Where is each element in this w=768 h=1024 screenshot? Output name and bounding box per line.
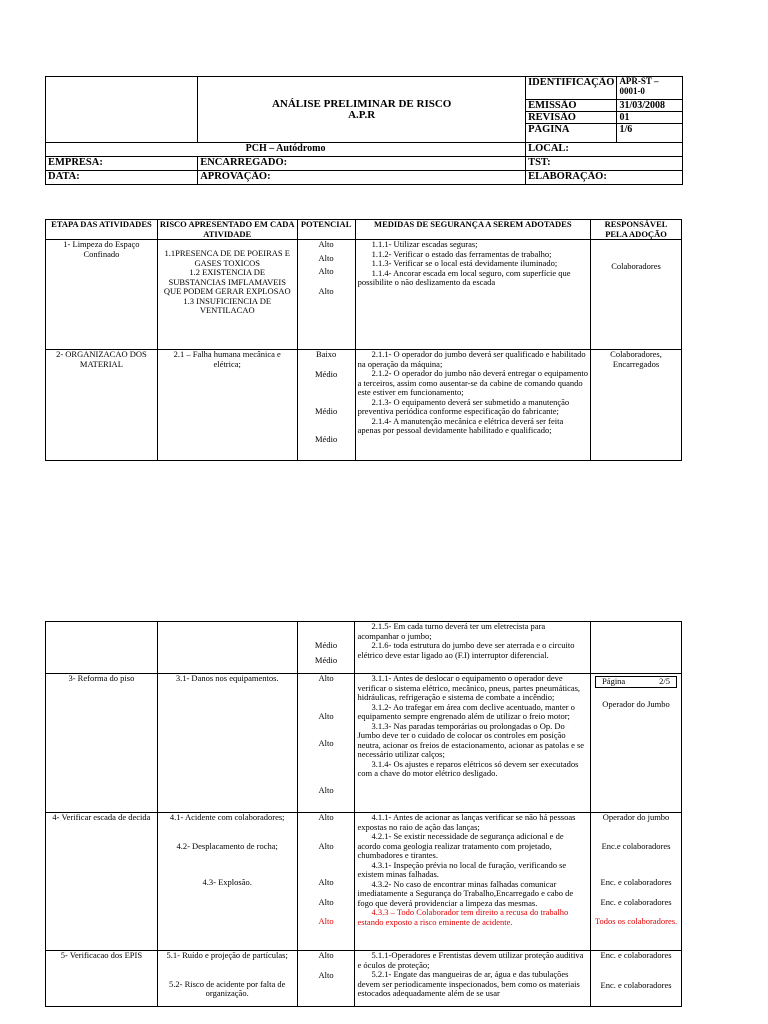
row1-responsavel — [591, 240, 682, 350]
potencial-value: Alto — [318, 252, 334, 263]
medida-item: 1.1.4- Ancorar escada em local seguro, com superfície que possibilite o não deslizamento da escada — [357, 267, 571, 287]
data-label: DATA: — [46, 171, 198, 185]
medida-item: 2.1.6- toda estrutura do jumbo deve ser aterrada e o circuito elétrico deve estar ligado ao (F.I) interruptor diferencial. — [357, 640, 575, 660]
row5-potencial — [297, 951, 355, 1007]
medida-item: 5.2.1- Engate das mangueiras de ar, água e das tubulações devem ser periodicamente inspecionados, bem como os materiais estocados adequadamente além de se usar — [357, 969, 580, 998]
potencial-value: Alto — [318, 710, 334, 721]
potencial-value: Médio — [315, 433, 338, 444]
emissao-label: EMISSÃO — [526, 100, 617, 112]
potencial-value: Médio — [315, 406, 338, 416]
medida-item: 2.1.3- O equipamento deverá ser submetido a manutenção preventiva periódica conforme especificação do fabricante; — [357, 396, 570, 416]
table-row — [46, 622, 682, 674]
document-title-cell — [198, 77, 526, 143]
medida-item-alert: 4.3.3 – Todo Colaborador tem direito a recusa do trabalho estando exposto a risco eminente de acidente. — [357, 907, 569, 927]
table-row — [46, 674, 682, 813]
tst-label: TST: — [526, 157, 683, 171]
potencial-value: Alto — [318, 877, 334, 887]
risco-item: 1.2 EXISTENCIA DE SUBSTANCIAS IMFLAMAVEIS QUE PODEM GERAR EXPLOSAO — [163, 267, 291, 296]
medida-item: 5.1.1-Operadores e Frentistas devem utilizar proteção auditiva e óculos de proteção; — [357, 950, 584, 970]
responsavel-value: Enc. e colaboradores — [600, 950, 672, 960]
row2b-risco — [157, 622, 297, 674]
medida-item: 2.1.1- O operador do jumbo deverá ser qualificado e habilitado na operação da máquina; — [357, 349, 586, 369]
col-header-medidas: MEDIDAS DE SEGURANÇA A SEREM ADOTADES — [355, 220, 590, 240]
revisao-value: 01 — [617, 112, 683, 124]
row5-etapa: 5- Verificacao dos EPIS — [46, 951, 158, 1007]
medida-item: 1.1.2- Verificar o estado das ferramentas de trabalho; — [371, 248, 552, 259]
responsavel-value-alert: Todos os colaboradores. — [594, 916, 678, 926]
row1-medidas — [355, 240, 590, 350]
risco-item: 5.1- Ruído e projeção de partículas; — [166, 950, 288, 960]
emissao-value: 31/03/2008 — [617, 100, 683, 112]
page-indicator — [595, 676, 677, 688]
potencial-value: Alto — [318, 266, 334, 276]
col-header-etapa: ETAPA DAS ATIVIDADES — [46, 220, 158, 240]
row2-medidas — [355, 350, 590, 461]
potencial-value: Alto — [318, 738, 334, 748]
row1-potencial — [297, 240, 355, 350]
risco-item: 4.3- Explosão. — [202, 877, 252, 887]
empresa-label: EMPRESA: — [46, 157, 198, 171]
potencial-value: Médio — [314, 640, 338, 650]
potencial-value: Alto — [318, 840, 334, 851]
risco-item: 1.1PRESENCA DE DE POEIRAS E GASES TOXICOS — [164, 248, 290, 268]
medida-item: 1.1.1- Utilizar escadas seguras; — [371, 239, 478, 249]
potencial-value: Alto — [318, 950, 334, 960]
potencial-value: Alto — [318, 784, 334, 795]
risco-item: 4.2- Desplacamento de rocha; — [176, 840, 278, 851]
row2-etapa: 2- ORGANIZACAO DOS MATERIAL — [46, 350, 158, 461]
row3-risco: 3.1- Danos nos equipamentos. — [157, 674, 297, 813]
responsavel-value: Enc. e colaboradores — [600, 877, 672, 887]
pagina-value: 1/6 — [617, 124, 683, 143]
local-label: LOCAL: — [526, 143, 683, 157]
row2b-etapa — [46, 622, 158, 674]
potencial-value-alert: Alto — [318, 916, 334, 926]
row5-risco — [157, 951, 297, 1007]
row5-responsavel — [591, 951, 682, 1007]
responsavel-value: Operador do jumbo — [602, 812, 670, 822]
medida-item: 3.1.3- Nas paradas temporárias ou prolongadas o Op. Do Jumbo deve ter o cuidado de colocar os controles em posição neutra, acionar os freios de estacionamento, acionar as patolas e se necessário utilizar calços; — [357, 720, 585, 759]
risk-table — [45, 219, 682, 461]
document-title: ANÁLISE PRELIMINAR DE RISCO — [271, 97, 452, 110]
medida-item: 3.1.4- Os ajustes e reparos elétricos só devem ser executados com a chave do motor elétrico desligado. — [357, 758, 579, 778]
col-header-risco: RISCO APRESENTADO EM CADA ATIVIDADE — [157, 220, 297, 240]
ident-value: APR-ST – 0001-0 — [617, 77, 683, 100]
logo-cell — [46, 77, 198, 143]
potencial-value: Alto — [318, 673, 334, 683]
medida-item: 3.1.1- Antes de deslocar o equipamento o operador deve verificar o sistema elétrico, mecânico, pneus, partes pneumáticas, hidráulicas, refrigeração e sistema de combate a incêndio; — [357, 673, 581, 702]
page-indicator-label: Página — [602, 676, 626, 686]
potencial-value: Baixo — [315, 349, 337, 359]
local-name: PCH – Autódromo — [46, 143, 526, 157]
page-indicator-value: 2/5 — [659, 676, 670, 686]
row4-risco — [157, 813, 297, 951]
risk-table-continued — [45, 621, 682, 1007]
table-row — [46, 350, 682, 461]
row2-risco: 2.1 – Falha humana mecânica e elétrica; — [157, 350, 297, 461]
potencial-value: Alto — [318, 969, 334, 980]
medida-item: 3.1.2- Ao trafegar em área com declive acentuado, manter o equipamento sempre engrenado além de utilizar o freio motor; — [357, 701, 575, 721]
pagina-label: PÁGINA — [526, 124, 617, 143]
row3-potencial — [297, 674, 355, 813]
row5-medidas — [355, 951, 591, 1007]
header-table — [45, 76, 683, 185]
row4-responsavel — [591, 813, 682, 951]
encarregado-label: ENCARREGADO: — [198, 157, 526, 171]
potencial-value: Médio — [314, 654, 338, 665]
medida-item: 1.1.3- Verificar se o local está devidamente iluminado; — [371, 258, 558, 268]
col-header-responsavel: RESPONSÁVEL PELA ADOÇÃO — [591, 220, 682, 240]
row1-etapa: 1- Limpeza do Espaço Confinado — [46, 240, 158, 350]
ident-label: IDENTIFICAÇÃO — [526, 77, 617, 100]
potencial-value: Médio — [315, 368, 338, 379]
potencial-value: Alto — [318, 896, 334, 907]
row2b-potencial — [297, 622, 355, 674]
risco-item: 5.2- Risco de acidente por falta de organização. — [169, 978, 286, 998]
responsavel-value: Colaboradores — [611, 261, 661, 271]
row2-potencial — [297, 350, 355, 461]
responsavel-value: Enc. e colaboradores — [600, 896, 672, 907]
medida-item: 2.1.2- O operador do jumbo não deverá entregar o equipamento a terceiros, assim como ausentar-se da cabine de comando quando este estiver em funcionamento; — [357, 368, 589, 397]
row2b-responsavel — [591, 622, 682, 674]
aprovacao-label: APROVAÇÃO: — [198, 171, 526, 185]
medida-item: 4.1.1- Antes de acionar as lanças verificar se não há pessoas expostas no raio de ação das lanças; — [357, 812, 576, 832]
row4-potencial — [297, 813, 355, 951]
row1-risco — [157, 240, 297, 350]
elaboracao-label: ELABORAÇÃO: — [526, 171, 683, 185]
potencial-value: Alto — [318, 285, 334, 296]
row2b-medidas — [355, 622, 591, 674]
responsavel-value: Enc.e colaboradores — [601, 840, 671, 851]
row2-responsavel: Colaboradores, Encarregados — [591, 350, 682, 461]
row4-etapa: 4- Verificar escada de decida — [46, 813, 158, 951]
row3-etapa: 3- Reforma do piso — [46, 674, 158, 813]
risco-item: 4.1- Acidente com colaboradores; — [169, 812, 285, 822]
row3-responsavel — [591, 674, 682, 813]
table-row — [46, 813, 682, 951]
medida-item: 2.1.5- Em cada turno deverá ter um eletrecista para acompanhar o jumbo; — [357, 621, 546, 641]
document-subtitle: A.P.R — [348, 108, 376, 121]
revisao-label: REVISÃO — [526, 112, 617, 124]
risco-item: 1.3 INSUFICIENCIA DE VENTILACAO — [183, 295, 272, 315]
medida-item: 4.3.1- Inspeção prévia no local de furação, verificando se existem minas falhadas. — [357, 859, 567, 879]
responsavel-value: Enc. e colaboradores — [600, 979, 672, 990]
medida-item: 4.2.1- Se existir necessidade de segurança adicional e de acordo coma geologia realizar tratamento com projetado, chumbadores e tirantes. — [357, 831, 564, 860]
responsavel-value: Operador do Jumbo — [602, 698, 670, 709]
col-header-potencial: POTENCIAL — [297, 220, 355, 240]
potencial-value: Alto — [318, 812, 334, 822]
row3-medidas — [355, 674, 591, 813]
table-row — [46, 240, 682, 350]
table-row — [46, 951, 682, 1007]
potencial-value: Alto — [318, 239, 334, 249]
medida-item: 4.3.2- No caso de encontrar minas falhadas comunicar imediatamente a Segurança do Trabalho,Encarregado e cabo de fogo que deverá providenciar a limpeza das mesmas. — [357, 878, 574, 908]
row4-medidas — [355, 813, 591, 951]
medida-item: 2.1.4- A manutenção mecânica e elétrica deverá ser feita apenas por pessoal devidamente habilitado e qualificado; — [357, 415, 564, 435]
